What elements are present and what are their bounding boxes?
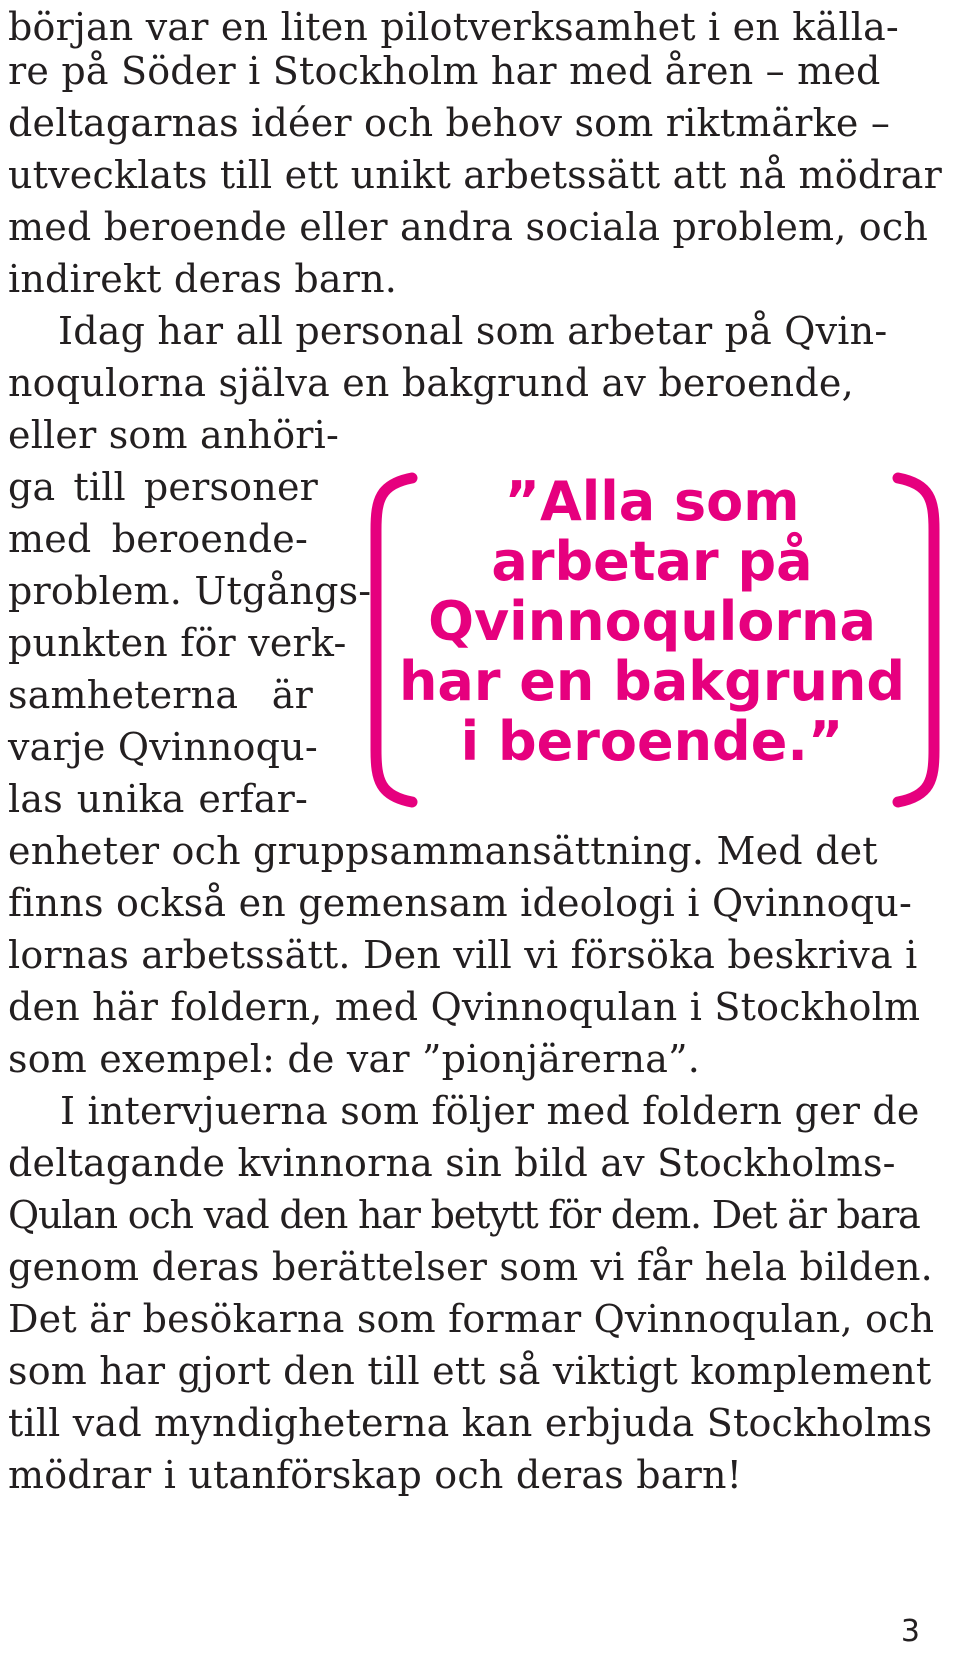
body-line: finns också en gemensam ideologi i Qvinnoqu- bbox=[8, 881, 912, 925]
body-line: re på Söder i Stockholm har med åren – med bbox=[8, 49, 881, 93]
body-line: las unika erfar- bbox=[8, 777, 308, 821]
body-line: samheterna är bbox=[8, 673, 313, 717]
body-line: utvecklats till ett unikt arbetssätt att nå mödrar bbox=[8, 153, 942, 197]
pull-quote-line: Qvinnoqulorna bbox=[428, 590, 876, 653]
pull-quote-line: har en bakgrund bbox=[398, 650, 905, 713]
body-line: genom deras berättelser som vi får hela bilden. bbox=[8, 1245, 933, 1289]
body-line: Idag har all personal som arbetar på Qvin- bbox=[58, 309, 888, 353]
body-line: Det är besökarna som formar Qvinnoqulan, och bbox=[8, 1297, 935, 1341]
body-line: indirekt deras barn. bbox=[8, 257, 398, 301]
body-line: den här foldern, med Qvinnoqulan i Stockholm bbox=[8, 985, 921, 1029]
body-line: problem. Utgångs- bbox=[8, 569, 372, 613]
body-line: lornas arbetssätt. Den vill vi försöka beskriva i bbox=[8, 933, 918, 977]
pull-quote bbox=[382, 470, 922, 830]
body-line: punkten för verk- bbox=[8, 621, 347, 665]
body-line: deltagande kvinnorna sin bild av Stockholms- bbox=[8, 1141, 896, 1185]
pull-quote-line: ”Alla som bbox=[504, 470, 800, 533]
body-line: I intervjuerna som följer med foldern ger de bbox=[60, 1089, 920, 1133]
body-line: början var en liten pilotverksamhet i en källa- bbox=[8, 5, 899, 49]
body-line: till vad myndigheterna kan erbjuda Stockholms bbox=[8, 1401, 933, 1445]
body-line: noqulorna själva en bakgrund av beroende, bbox=[8, 361, 854, 405]
body-line: mödrar i utanförskap och deras barn! bbox=[8, 1453, 743, 1497]
body-line: med beroende eller andra sociala problem, och bbox=[8, 205, 929, 249]
pull-quote-line: i beroende.” bbox=[460, 710, 844, 773]
pull-quote-line: arbetar på bbox=[491, 530, 813, 593]
body-line: ga till personer bbox=[8, 465, 318, 509]
body-line: Qulan och vad den har betytt för dem. Det är bara bbox=[8, 1193, 920, 1237]
body-line: som exempel: de var ”pionjärerna”. bbox=[8, 1037, 700, 1081]
body-line: varje Qvinnoqu- bbox=[8, 725, 318, 769]
body-line: som har gjort den till ett så viktigt komplement bbox=[8, 1349, 932, 1393]
page-number: 3 bbox=[900, 1614, 920, 1649]
body-line: enheter och gruppsammansättning. Med det bbox=[8, 829, 878, 873]
body-line: eller som anhöri- bbox=[8, 413, 340, 457]
body-line: med beroende- bbox=[8, 517, 308, 561]
body-line: deltagarnas idéer och behov som riktmärke – bbox=[8, 101, 891, 145]
